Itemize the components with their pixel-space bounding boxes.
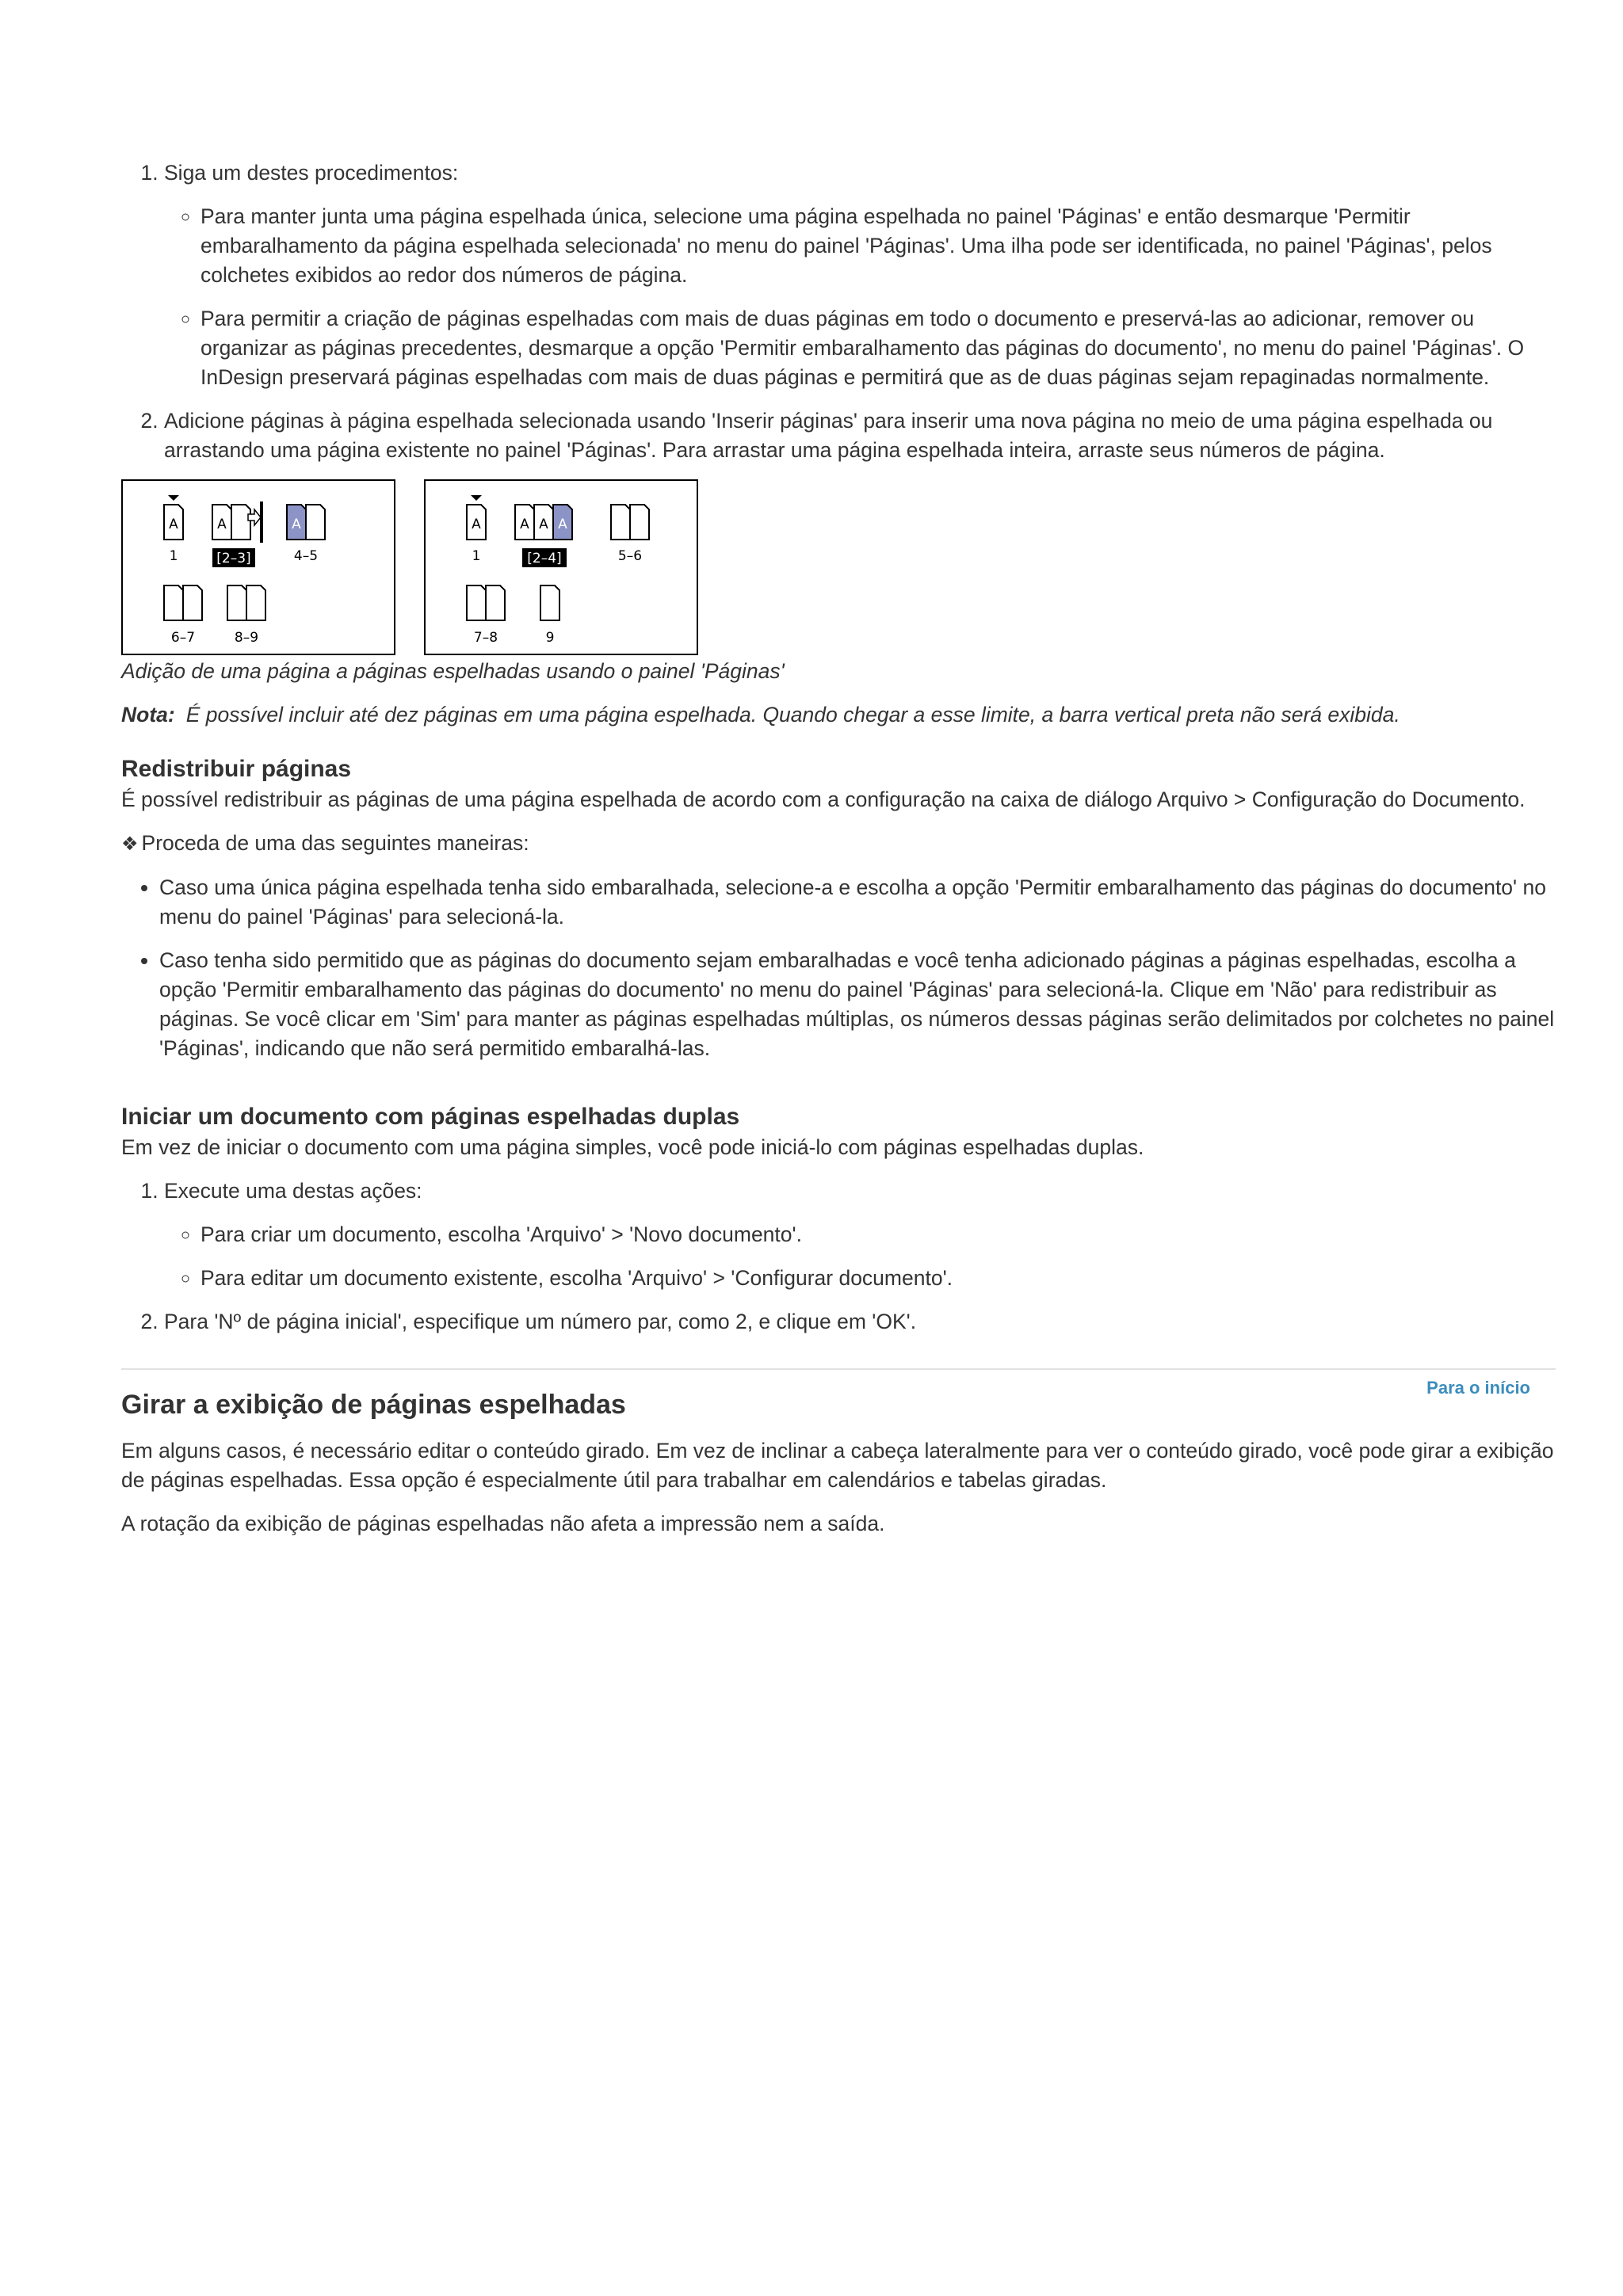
start-marker-icon — [168, 495, 179, 501]
page-label-2-3: [2–3] — [216, 551, 251, 566]
pages-panel-before — [121, 479, 395, 655]
page-label-4-5: 4–5 — [293, 548, 319, 564]
step-2: 2. Para 'Nº de página inicial', especifique um número par, como 2, e clique em 'OK'. — [164, 1307, 1556, 1337]
heading-redistribute: Redistribuir páginas — [121, 756, 352, 782]
page-label-2-4: [2–4] — [527, 551, 562, 566]
page-thumb-8 — [486, 585, 505, 620]
redistribute-options — [121, 873, 1556, 1063]
steps-list-1 — [121, 158, 1556, 465]
section-rotate — [121, 1370, 1556, 1539]
master-letter: A — [169, 517, 178, 532]
option-all-spreads: ◦ Para permitir a criação de páginas espelhadas com mais de duas páginas em todo o documento e preservá-las ao adicionar, remover ou organizar as páginas precedentes, desmarque a opção 'Permitir embaralhamento das páginas do documento', no menu do painel 'Páginas'. O InDesign preservará páginas espelhadas com mais de duas páginas e permitirá que as de duas páginas sejam repaginadas normalmente. — [200, 304, 1556, 392]
master-letter: A — [292, 517, 301, 532]
procedure-line — [121, 829, 1556, 859]
page-thumb-9 — [540, 585, 559, 620]
redistribute-intro: É possível redistribuir as páginas de uma página espelhada de acordo com a configuração na caixa de diálogo Arquivo > Configuração do Documento. — [121, 788, 1526, 811]
procedure-diamond-icon: ❖ — [121, 833, 139, 855]
start-marker-icon — [471, 495, 482, 501]
pages-panel-after-graphic — [426, 481, 697, 654]
pages-panel-after — [424, 479, 698, 655]
master-letter: A — [558, 517, 567, 532]
rotate-paragraph-2: A rotação da exibição de páginas espelhadas não afeta a impressão nem a saída. — [121, 1512, 885, 1535]
redistribute-option-2: • Caso tenha sido permitido que as páginas do documento sejam embaralhadas e você tenha adicionado páginas a páginas espelhadas, escolha a opção 'Permitir embaralhamento das páginas do documento' no menu do painel 'Páginas' para selecioná-la. Clique em 'Não' para redistribuir as páginas. Se você clicar em 'Sim' para manter as páginas espelhadas múltiplas, os números dessas páginas serão delimitados por colchetes no painel 'Páginas', indicando que não será permitido embaralhá-las. — [159, 946, 1556, 1063]
note — [121, 700, 1556, 730]
master-letter: A — [472, 517, 481, 532]
option-single-spread: ◦ Para manter junta uma página espelhada única, selecione uma página espelhada no painel 'Páginas' e então desmarque 'Permitir embaralhamento da página espelhada selecionada' no menu do painel 'Páginas'. Uma ilha pode ser identificada, no painel 'Páginas', pelos colchetes exibidos ao redor dos números de página. — [200, 202, 1556, 290]
heading-start-double: Iniciar um documento com páginas espelhadas duplas — [121, 1104, 740, 1130]
master-letter: A — [520, 517, 529, 532]
step-1-text: Siga um destes procedimentos: — [164, 161, 459, 185]
back-to-top-link[interactable]: Para o início — [1426, 1378, 1530, 1398]
start-double-intro: Em vez de iniciar o documento com uma página simples, você pode iniciá-lo com páginas espelhadas duplas. — [121, 1135, 1144, 1159]
step-1-options — [164, 1220, 1556, 1293]
step-2: 2. Adicione páginas à página espelhada selecionada usando 'Inserir páginas' para inserir uma nova página no meio de uma página espelhada ou arrastando uma página existente no painel 'Páginas'. Para arrastar uma página espelhada inteira, arraste seus números de página. — [164, 406, 1556, 465]
pages-panel-figure — [121, 479, 1556, 655]
page-label-6-7: 6–7 — [170, 630, 196, 646]
page-thumb-3 — [231, 505, 250, 540]
step-1 — [164, 1177, 1556, 1293]
page-label-1: 1 — [472, 548, 481, 564]
page-label-8-9: 8–9 — [234, 630, 259, 646]
pages-panel-before-graphic — [123, 481, 394, 654]
heading-rotate: Girar a exibição de páginas espelhadas — [121, 1390, 626, 1420]
master-letter: A — [217, 517, 227, 532]
redistribute-option-1: • Caso uma única página espelhada tenha sido embaralhada, selecione-a e escolha a opção 'Permitir embaralhamento das páginas do documento' no menu do painel 'Páginas' para selecioná-la. — [159, 873, 1556, 932]
page-thumb-6 — [630, 505, 649, 540]
section-start-double — [121, 1101, 1556, 1337]
page-thumb-9 — [246, 585, 265, 620]
page-label-1: 1 — [169, 548, 178, 564]
page-label-9: 9 — [545, 630, 555, 646]
page-thumb-6 — [164, 585, 183, 620]
page-thumb-5 — [306, 505, 325, 540]
page-thumb-5 — [611, 505, 630, 540]
document-page — [121, 158, 1556, 1539]
page-label-7-8: 7–8 — [473, 630, 498, 646]
page-thumb-7 — [183, 585, 202, 620]
step-1-text: Execute uma destas ações: — [164, 1179, 422, 1203]
page-label-5-6: 5–6 — [617, 548, 643, 564]
figure-caption: Adição de uma página a páginas espelhadas usando o painel 'Páginas' — [121, 659, 785, 683]
rotate-paragraph-1: Em alguns casos, é necessário editar o conteúdo girado. Em vez de inclinar a cabeça lateralmente para ver o conteúdo girado, você pode girar a exibição de páginas espelhadas. Essa opção é especialmente útil para trabalhar em calendários e tabelas giradas. — [121, 1439, 1554, 1492]
master-letter: A — [539, 517, 548, 532]
section-redistribute — [121, 753, 1556, 1063]
procedure-text: Proceda de uma das seguintes maneiras: — [141, 831, 529, 855]
step-1 — [164, 158, 1556, 392]
step-1-options — [164, 202, 1556, 392]
insert-bar — [260, 502, 263, 543]
section-divider — [121, 1368, 1556, 1398]
option-edit-document: ◦ Para editar um documento existente, escolha 'Arquivo' > 'Configurar documento'. — [200, 1264, 1556, 1293]
option-new-document: ◦ Para criar um documento, escolha 'Arquivo' > 'Novo documento'. — [200, 1220, 1556, 1249]
page-thumb-8 — [227, 585, 246, 620]
note-label: Nota: — [121, 703, 175, 727]
note-text: É possível incluir até dez páginas em uma página espelhada. Quando chegar a esse limite, a barra vertical preta não será exibida. — [185, 703, 1400, 727]
steps-list-2 — [121, 1177, 1556, 1337]
page-thumb-7 — [467, 585, 486, 620]
